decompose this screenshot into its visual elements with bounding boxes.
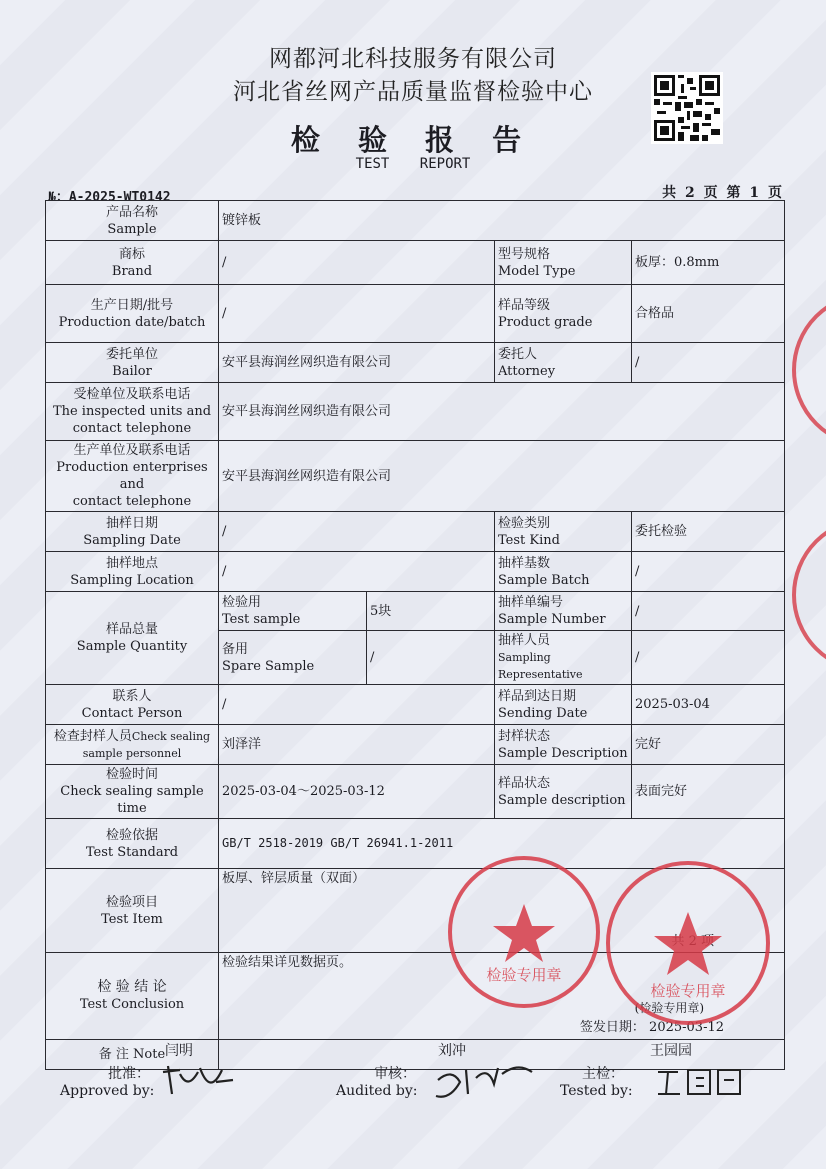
test-standard-label: 检验依据 Test Standard (46, 819, 219, 869)
row-sample (46, 201, 785, 241)
sampling-location-value: / (219, 552, 495, 592)
sample-quantity-label: 样品总量 Sample Quantity (46, 592, 219, 685)
product-grade-value: 合格品 (632, 285, 785, 343)
approver-signature-icon (158, 1060, 238, 1100)
check-sealing-value: 刘泽洋 (219, 725, 495, 765)
attorney-value: / (632, 343, 785, 383)
model-type-value: 板厚：0.8mm (632, 241, 785, 285)
inspected-units-label: 受检单位及联系电话 The inspected units and contact telephone (46, 383, 219, 441)
sample-label: 产品名称 Sample (46, 201, 219, 241)
report-title: 检 验 报 告 (290, 123, 536, 157)
tested-label-cn: 主检： (582, 1066, 624, 1082)
brand-label: 商标 Brand (46, 241, 219, 285)
sample-batch-value: / (632, 552, 785, 592)
conclusion-text: 检验结果详见数据页。 (222, 955, 353, 970)
contact-person-label: 联系人 Contact Person (46, 685, 219, 725)
sampling-date-label: 抽样日期 Sampling Date (46, 512, 219, 552)
test-sample-label: 检验用 Test sample (219, 592, 367, 631)
test-time-label: 检验时间 Check sealing sample time (46, 765, 219, 819)
sealing-state-value: 完好 (632, 725, 785, 765)
sending-date-value: 2025-03-04 (632, 685, 785, 725)
approved-label-cn: 批准： (108, 1066, 150, 1082)
bailor-label: 委托单位 Bailor (46, 343, 219, 383)
row-brand (46, 241, 785, 285)
report-subtitle: TEST REPORT (355, 156, 471, 172)
tested-label-en: Tested by: (560, 1083, 633, 1099)
attorney-label: 委托人 Attorney (495, 343, 632, 383)
audited-label-en: Audited by: (336, 1083, 418, 1099)
production-enterprises-label: 生产单位及联系电话 Production enterprises and contact telephone (46, 441, 219, 512)
row-test-time (46, 765, 785, 819)
inspected-units-value: 安平县海润丝网织造有限公司 (219, 383, 785, 441)
test-standard-value: GB/T 2518-2019 GB/T 26941.1-2011 (219, 819, 785, 869)
sample-number-label: 抽样单编号 Sample Number (495, 592, 632, 631)
row-inspected-units (46, 383, 785, 441)
tester-name: 王园园 (650, 1043, 692, 1059)
sample-number-value: / (632, 592, 785, 631)
seal-stamp-edge-bottom (790, 510, 826, 680)
row-production-enterprises (46, 441, 785, 512)
row-test-sample (46, 592, 785, 631)
seal-stamp-right (603, 858, 773, 1028)
test-item-text: 板厚、锌层质量（双面） (222, 871, 366, 886)
sampling-rep-value: / (632, 631, 785, 685)
sealing-state-label: 封样状态 Sample Description (495, 725, 632, 765)
production-date-value: / (219, 285, 495, 343)
row-contact-person (46, 685, 785, 725)
note-label: 备 注 Note (46, 1040, 219, 1070)
sample-state-label: 样品状态 Sample description (495, 765, 632, 819)
tester-signature-icon (652, 1062, 748, 1102)
production-enterprises-value: 安平县海润丝网织造有限公司 (219, 441, 785, 512)
sample-batch-label: 抽样基数 Sample Batch (495, 552, 632, 592)
svg-text:检验专用章: 检验专用章 (650, 982, 726, 1000)
row-production-date (46, 285, 785, 343)
auditor-name: 刘冲 (438, 1043, 466, 1059)
row-check-sealing (46, 725, 785, 765)
auditor-signature-icon (432, 1060, 542, 1104)
test-kind-value: 委托检验 (632, 512, 785, 552)
svg-text:检验专用章: 检验专用章 (486, 966, 562, 984)
test-sample-value: 5块 (367, 592, 495, 631)
test-kind-label: 检验类别 Test Kind (495, 512, 632, 552)
product-grade-label: 样品等级 Product grade (495, 285, 632, 343)
page-info: 共 2 页 第 1 页 (662, 185, 782, 201)
row-sampling-date (46, 512, 785, 552)
check-sealing-label: 检查封样人员Check sealing sample personnel (46, 725, 219, 765)
issue-date: 签发日期： 2025-03-12 (579, 1020, 725, 1035)
org-name-line2: 河北省丝网产品质量监督检验中心 (233, 79, 593, 105)
sampling-rep-label: 抽样人员 Sampling Representative (495, 631, 632, 685)
seal-stamp-edge-top (790, 285, 826, 455)
seal-caption: (检验专用章) (634, 1001, 705, 1015)
seal-stamp-left (444, 852, 604, 1012)
contact-person-value: / (219, 685, 495, 725)
test-item-label: 检验项目 Test Item (46, 869, 219, 953)
spare-sample-label: 备用 Spare Sample (219, 631, 367, 685)
row-sampling-location (46, 552, 785, 592)
sample-state-value: 表面完好 (632, 765, 785, 819)
sampling-date-value: / (219, 512, 495, 552)
org-name-line1: 网都河北科技服务有限公司 (269, 46, 557, 72)
test-time-value: 2025-03-04～2025-03-12 (219, 765, 495, 819)
approved-label-en: Approved by: (60, 1083, 155, 1099)
sampling-location-label: 抽样地点 Sampling Location (46, 552, 219, 592)
audited-label-cn: 审核： (374, 1066, 416, 1082)
report-number: №：A-2025-WT0142 (48, 190, 171, 205)
row-bailor (46, 343, 785, 383)
sample-value: 镀锌板 (219, 201, 785, 241)
conclusion-label: 检 验 结 论 Test Conclusion (46, 953, 219, 1040)
approver-name: 闫明 (165, 1043, 193, 1059)
brand-value: / (219, 241, 495, 285)
spare-sample-value: / (367, 631, 495, 685)
model-type-label: 型号规格 Model Type (495, 241, 632, 285)
bailor-value: 安平县海润丝网织造有限公司 (219, 343, 495, 383)
sending-date-label: 样品到达日期 Sending Date (495, 685, 632, 725)
production-date-label: 生产日期/批号 Production date/batch (46, 285, 219, 343)
